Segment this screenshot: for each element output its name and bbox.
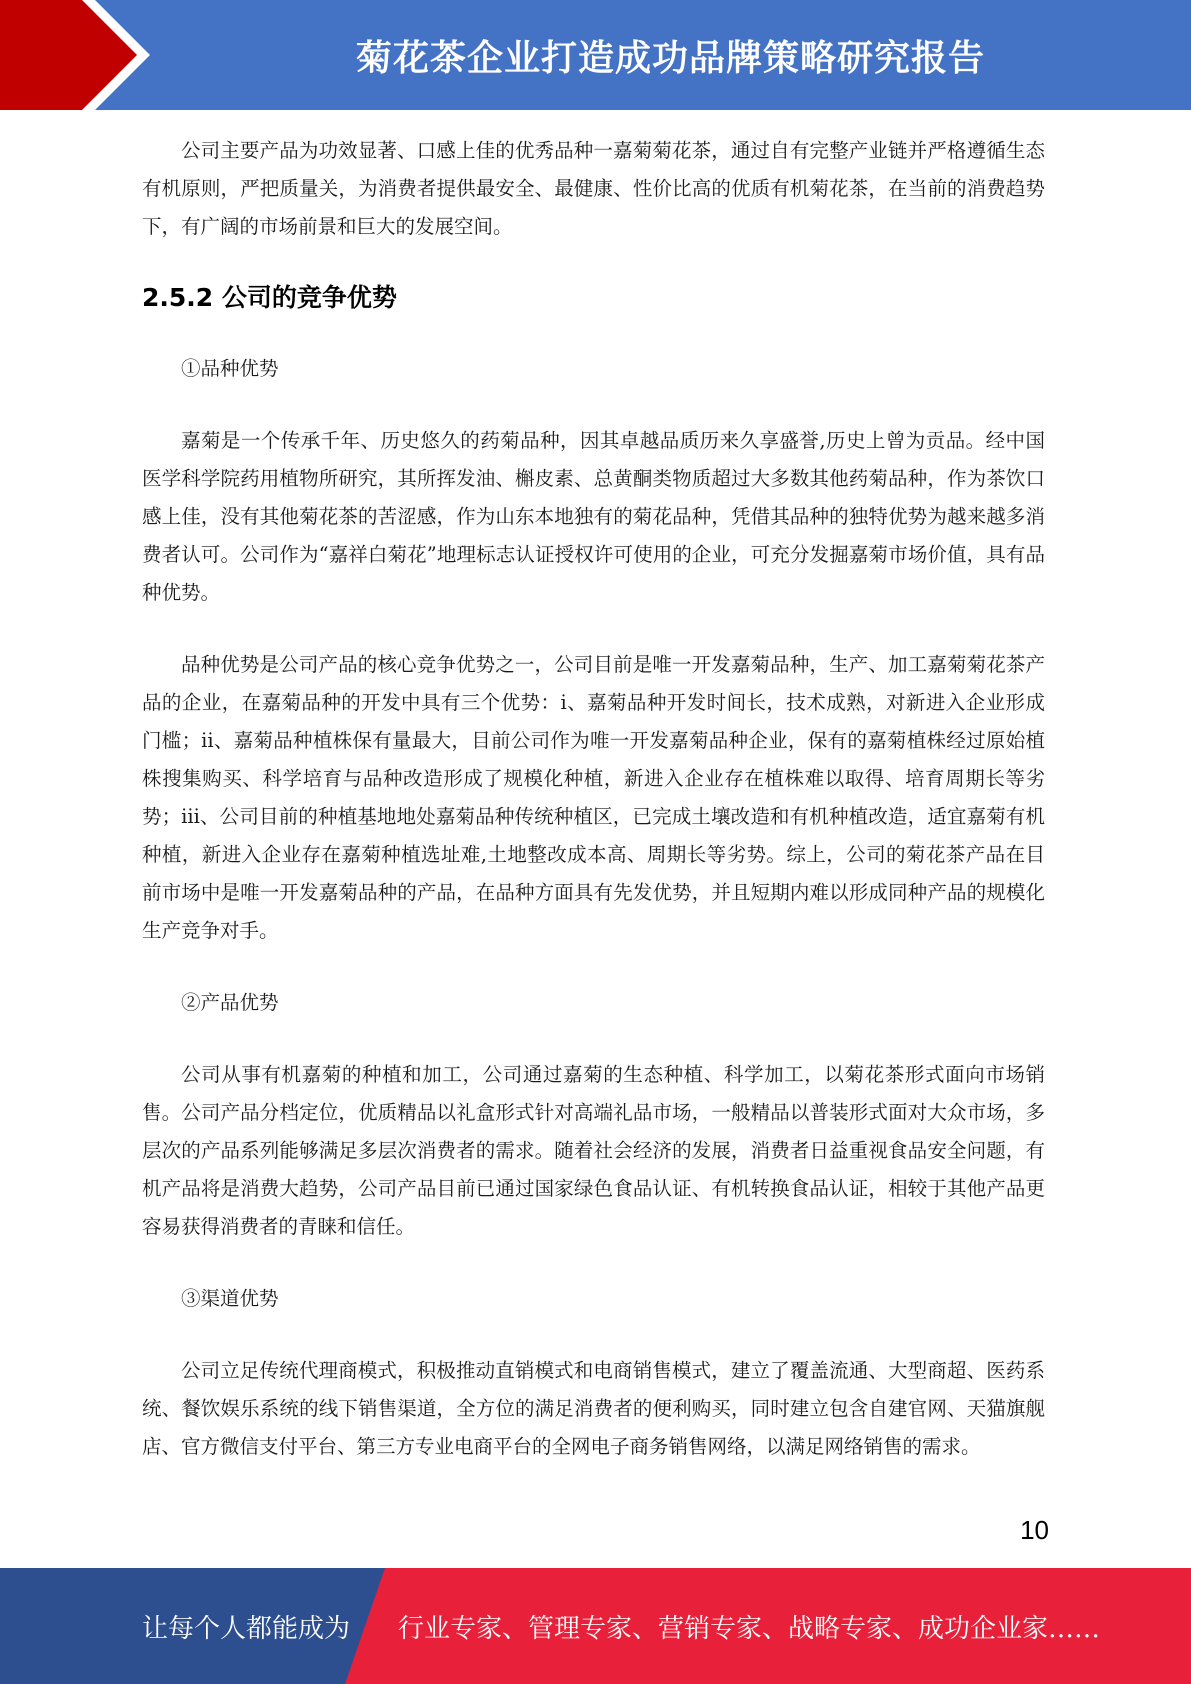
variety-paragraph-2: 品种优势是公司产品的核心竞争优势之一，公司目前是唯一开发嘉菊品种，生产、加工嘉菊菊花茶产品的企业，在嘉菊品种的开发中具有三个优势：i、嘉菊品种开发时间长，技术成熟，对新进入企业形成门槛；ii、嘉菊品种植株保有量最大，目前公司作为唯一开发嘉菊品种企业，保有的嘉菊植株经过原始植株搜集购买、科学培育与品种改造形成了规模化种植，新进入企业存在植株难以取得、培育周期长等劣势；iii、公司目前的种植基地地处嘉菊品种传统种植区，已完成土壤改造和有机种植改造，适宜嘉菊有机种植，新进入企业存在嘉菊种植选址难,土地整改成本高、周期长等劣势。综上，公司的菊花茶产品在目前市场中是唯一开发嘉菊品种的产品，在品种方面具有先发优势，并且短期内难以形成同种产品的规模化生产竞争对手。 bbox=[142, 653, 1045, 942]
product-paragraph: 公司从事有机嘉菊的种植和加工，公司通过嘉菊的生态种植、科学加工，以菊花茶形式面向市场销售。公司产品分档定位，优质精品以礼盒形式针对高端礼品市场，一般精品以普装形式面对大众市场，多层次的产品系列能够满足多层次消费者的需求。随着社会经济的发展，消费者日益重视食品安全问题，有机产品将是消费大趋势，公司产品目前已通过国家绿色食品认证、有机转换食品认证，相较于其他产品更容易获得消费者的青睐和信任。 bbox=[142, 1063, 1045, 1238]
footer-slogan-right: 行业专家、管理专家、营销专家、战略专家、成功企业家…… bbox=[398, 1613, 1101, 1644]
channel-paragraph: 公司立足传统代理商模式，积极推动直销模式和电商销售模式，建立了覆盖流通、大型商超、医药系统、餐饮娱乐系统的线下销售渠道，全方位的满足消费者的便利购买，同时建立包含自建官网、天猫旗舰店、官方微信支付平台、第三方专业电商平台的全网电子商务销售网络，以满足网络销售的需求。 bbox=[142, 1359, 1045, 1458]
page-footer bbox=[0, 1568, 1191, 1684]
page-content bbox=[142, 132, 1045, 1466]
header-chevron-decoration bbox=[0, 0, 160, 110]
variety-paragraph-1: 嘉菊是一个传承千年、历史悠久的药菊品种，因其卓越品质历来久享盛誉,历史上曾为贡品。经中国医学科学院药用植物所研究，其所挥发油、槲皮素、总黄酮类物质超过大多数其他药菊品种，作为茶饮口感上佳，没有其他菊花茶的苦涩感，作为山东本地独有的菊花品种，凭借其品种的独特优势为越来越多消费者认可。公司作为“嘉祥白菊花”地理标志认证授权许可使用的企业，可充分发掘嘉菊市场价值，具有品种优势。 bbox=[142, 429, 1045, 604]
document-title: 菊花茶企业打造成功品牌策略研究报告 bbox=[355, 37, 985, 79]
product-advantage-heading: ②产品优势 bbox=[181, 991, 279, 1014]
footer-slogan-left: 让每个人都能成为 bbox=[142, 1613, 351, 1644]
page-number: 10 bbox=[1020, 1515, 1049, 1545]
variety-advantage-heading: ①品种优势 bbox=[181, 357, 279, 380]
channel-advantage-heading: ③渠道优势 bbox=[181, 1287, 279, 1310]
intro-paragraph: 公司主要产品为功效显著、口感上佳的优秀品种一嘉菊菊花茶，通过自有完整产业链并严格遵循生态有机原则，严把质量关，为消费者提供最安全、最健康、性价比高的优质有机菊花茶，在当前的消费趋势下，有广阔的市场前景和巨大的发展空间。 bbox=[142, 139, 1045, 238]
section-heading: 2.5.2 公司的竞争优势 bbox=[142, 283, 397, 312]
page-header bbox=[0, 0, 1191, 110]
